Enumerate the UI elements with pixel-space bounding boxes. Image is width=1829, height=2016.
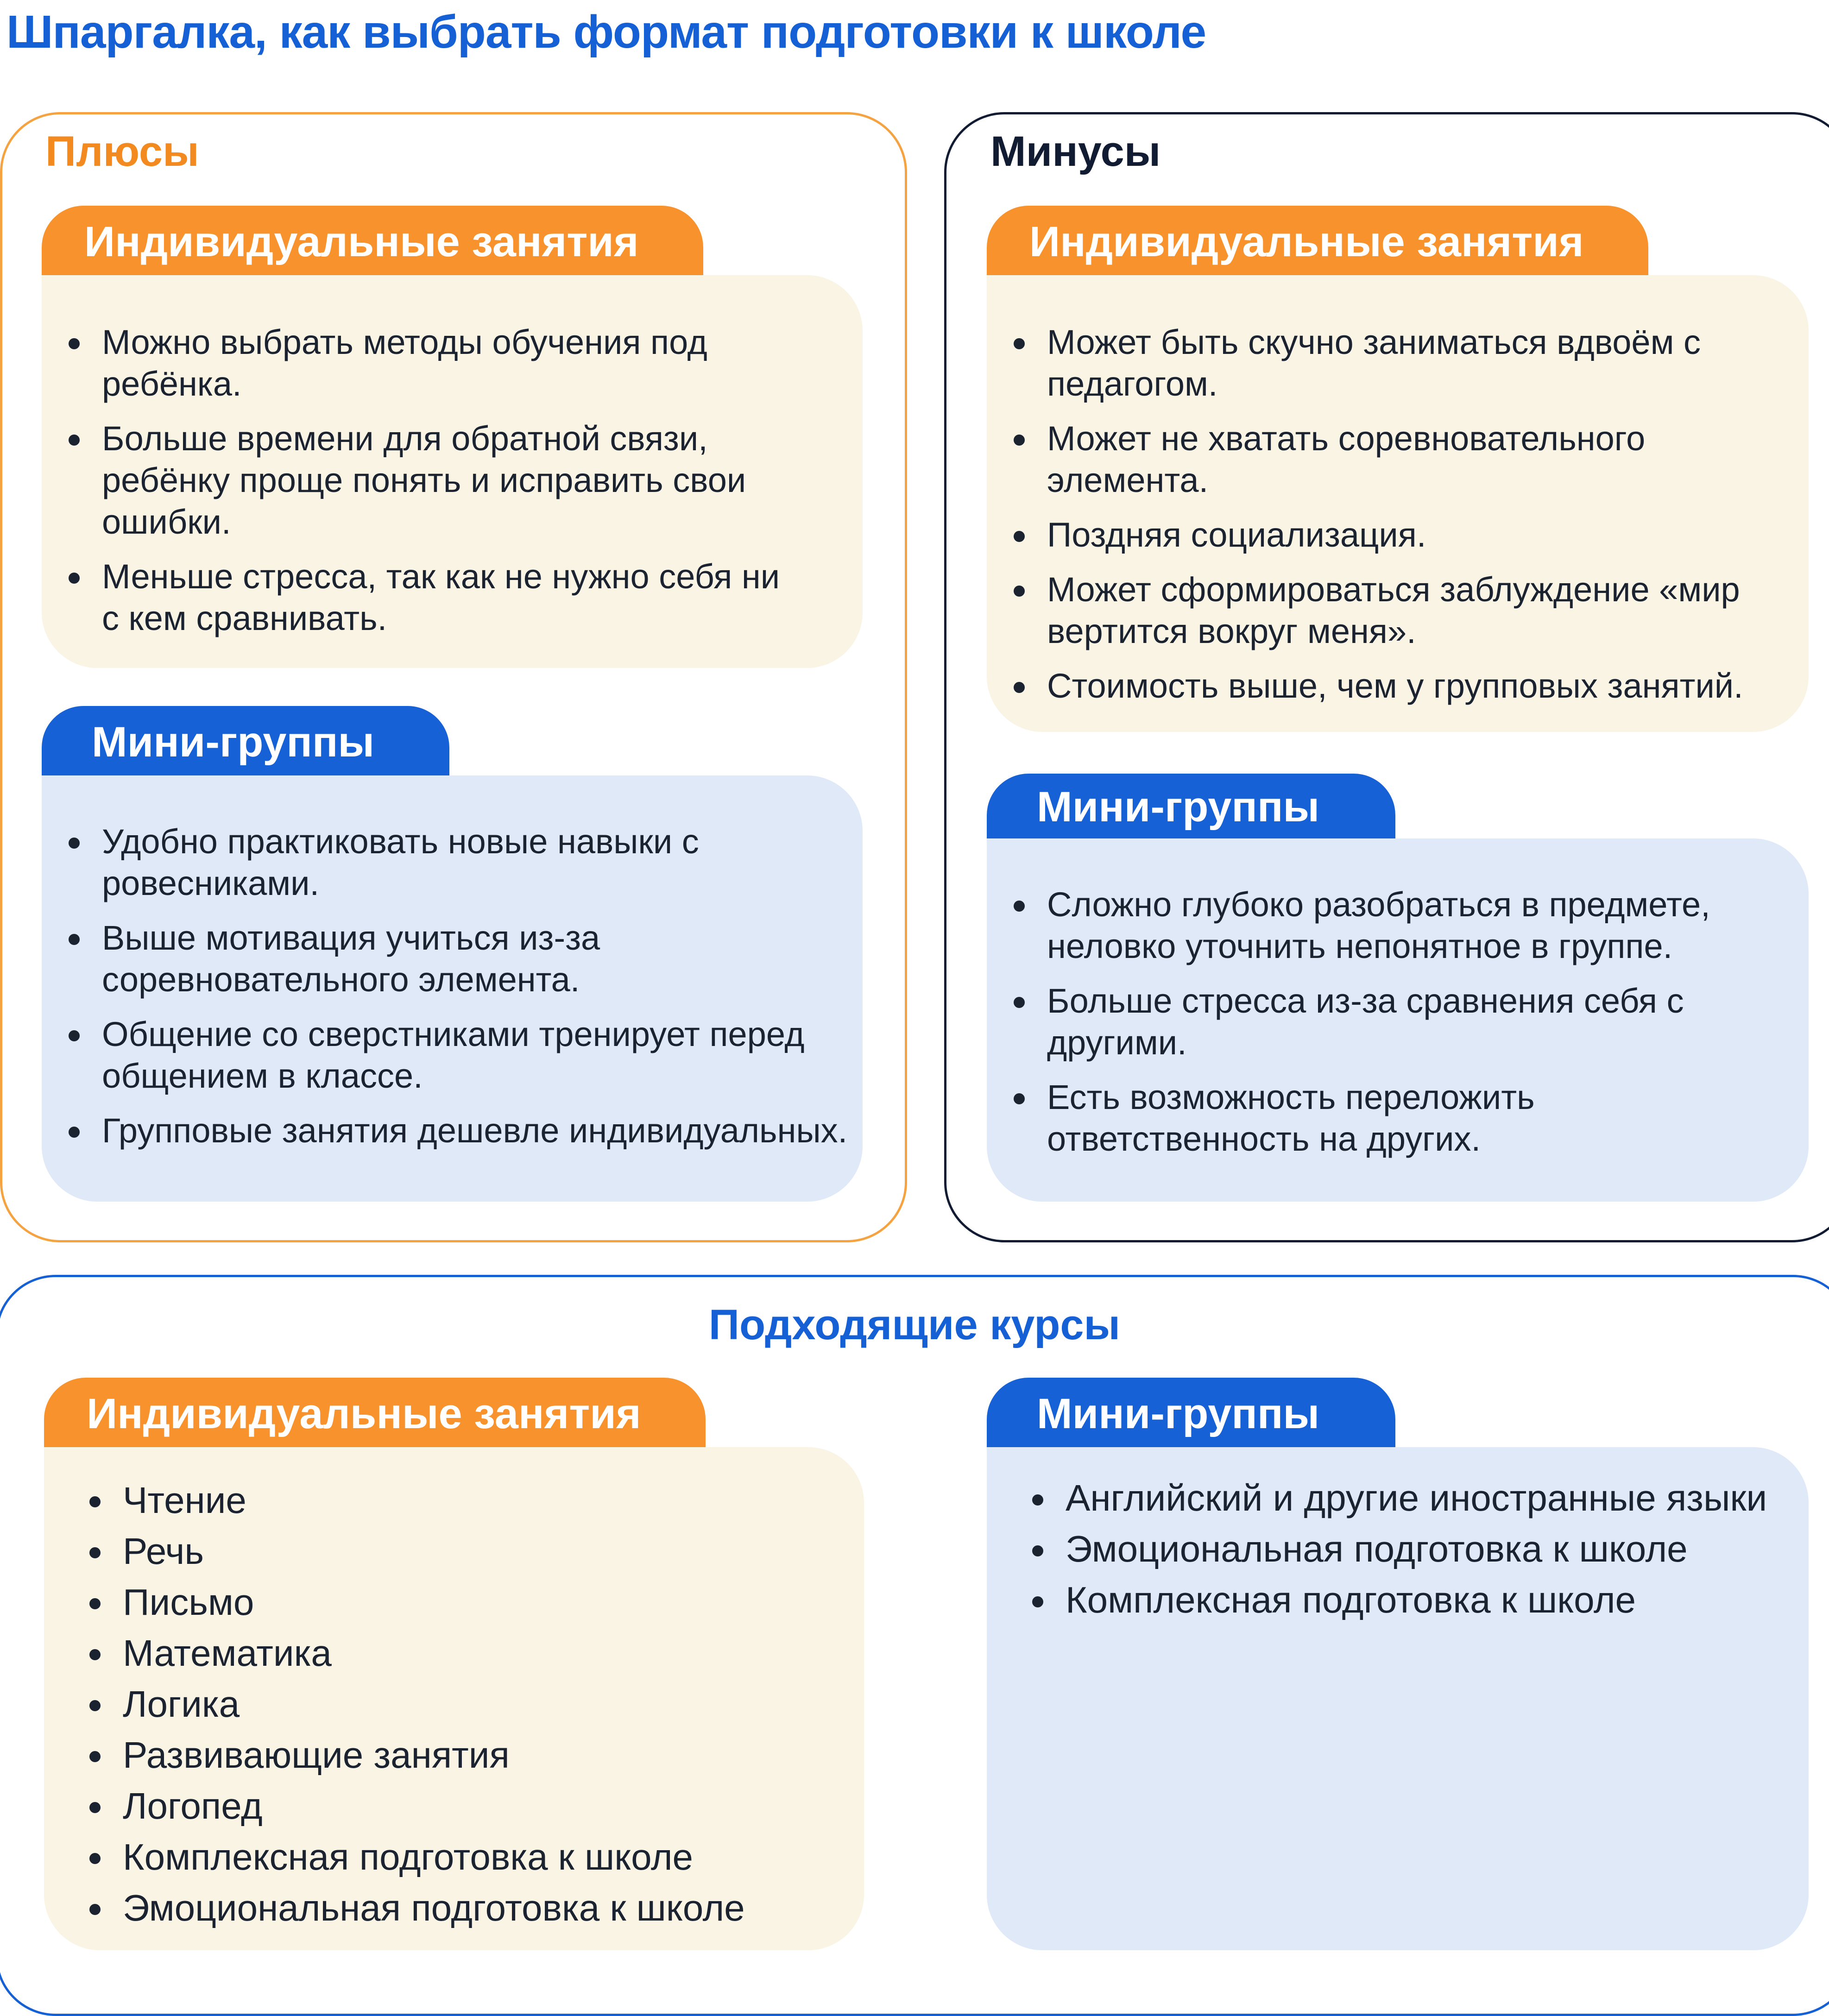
list-item: Меньше стресса, так как не нужно себя ни с кем сравнивать. [51,556,801,639]
minuses-individual-list [996,321,1747,707]
list-item: Удобно практиковать новые навыки с ровесниками. [51,821,853,904]
courses-mini-groups-label: Мини-группы [1037,1390,1320,1437]
pluses-mini-groups-card [42,775,863,1202]
list-item: Письмо [72,1577,855,1628]
list-item: Есть возможность переложить ответственность на других. [996,1077,1747,1160]
pluses-individual-tab [42,206,703,280]
pluses-individual-list [51,321,801,639]
list-item: Можно выбрать методы обучения под ребёнка. [51,321,801,405]
courses-individual-card [44,1447,864,1950]
list-item: Комплексная подготовка к школе [1015,1577,1784,1623]
list-item: Выше мотивация учиться из-за соревновательного элемента. [51,917,853,1001]
list-item: Может не хватать соревновательного элемента. [996,418,1747,501]
list-item: Эмоциональная подготовка к школе [1015,1526,1784,1572]
pluses-individual-label: Индивидуальные занятия [84,218,639,265]
minuses-individual-label: Индивидуальные занятия [1029,218,1584,265]
list-item: Логика [72,1679,855,1730]
minuses-mini-groups-label: Мини-группы [1037,783,1320,831]
minuses-heading: Минусы [990,128,1161,175]
list-item: Поздняя социализация. [996,514,1747,556]
courses-heading: Подходящие курсы [708,1301,1121,1348]
courses-mini-groups-card [987,1447,1809,1950]
pluses-heading: Плюсы [45,128,199,175]
courses-individual-tab [44,1378,706,1452]
list-item: Групповые занятия дешевле индивидуальных. [51,1110,853,1152]
pluses-mini-groups-list [51,821,853,1152]
list-item: Больше времени для обратной связи, ребёнку проще понять и исправить свои ошибки. [51,418,801,543]
minuses-individual-tab [987,206,1648,280]
list-item: Логопед [72,1781,855,1832]
page-title: Шпаргалка, как выбрать формат подготовки к школе [6,6,1206,58]
list-item: Чтение [72,1475,855,1526]
minuses-mini-groups-tab [987,774,1395,843]
courses-individual-list [72,1475,855,1934]
list-item: Сложно глубоко разобраться в предмете, неловко уточнить непонятное в группе. [996,884,1747,967]
list-item: Развивающие занятия [72,1730,855,1781]
list-item: Комплексная подготовка к школе [72,1832,855,1883]
list-item: Может быть скучно заниматься вдвоём с педагогом. [996,321,1747,405]
minuses-mini-groups-list [996,884,1747,1160]
list-item: Больше стресса из-за сравнения себя с другими. [996,980,1747,1064]
list-item: Математика [72,1628,855,1679]
pluses-individual-card [42,275,863,668]
pluses-mini-groups-label: Мини-группы [92,718,375,766]
minuses-individual-card [987,275,1809,732]
list-item: Может сформироваться заблуждение «мир вертится вокруг меня». [996,569,1747,652]
list-item: Общение со сверстниками тренирует перед общением в классе. [51,1014,853,1097]
minuses-mini-groups-card [987,838,1809,1202]
list-item: Стоимость выше, чем у групповых занятий. [996,665,1747,707]
courses-mini-groups-list [1015,1475,1784,1623]
courses-individual-label: Индивидуальные занятия [87,1390,641,1437]
list-item: Эмоциональная подготовка к школе [72,1883,855,1934]
list-item: Речь [72,1526,855,1577]
courses-mini-groups-tab [987,1378,1395,1452]
list-item: Английский и другие иностранные языки [1015,1475,1784,1521]
pluses-mini-groups-tab [42,706,449,780]
